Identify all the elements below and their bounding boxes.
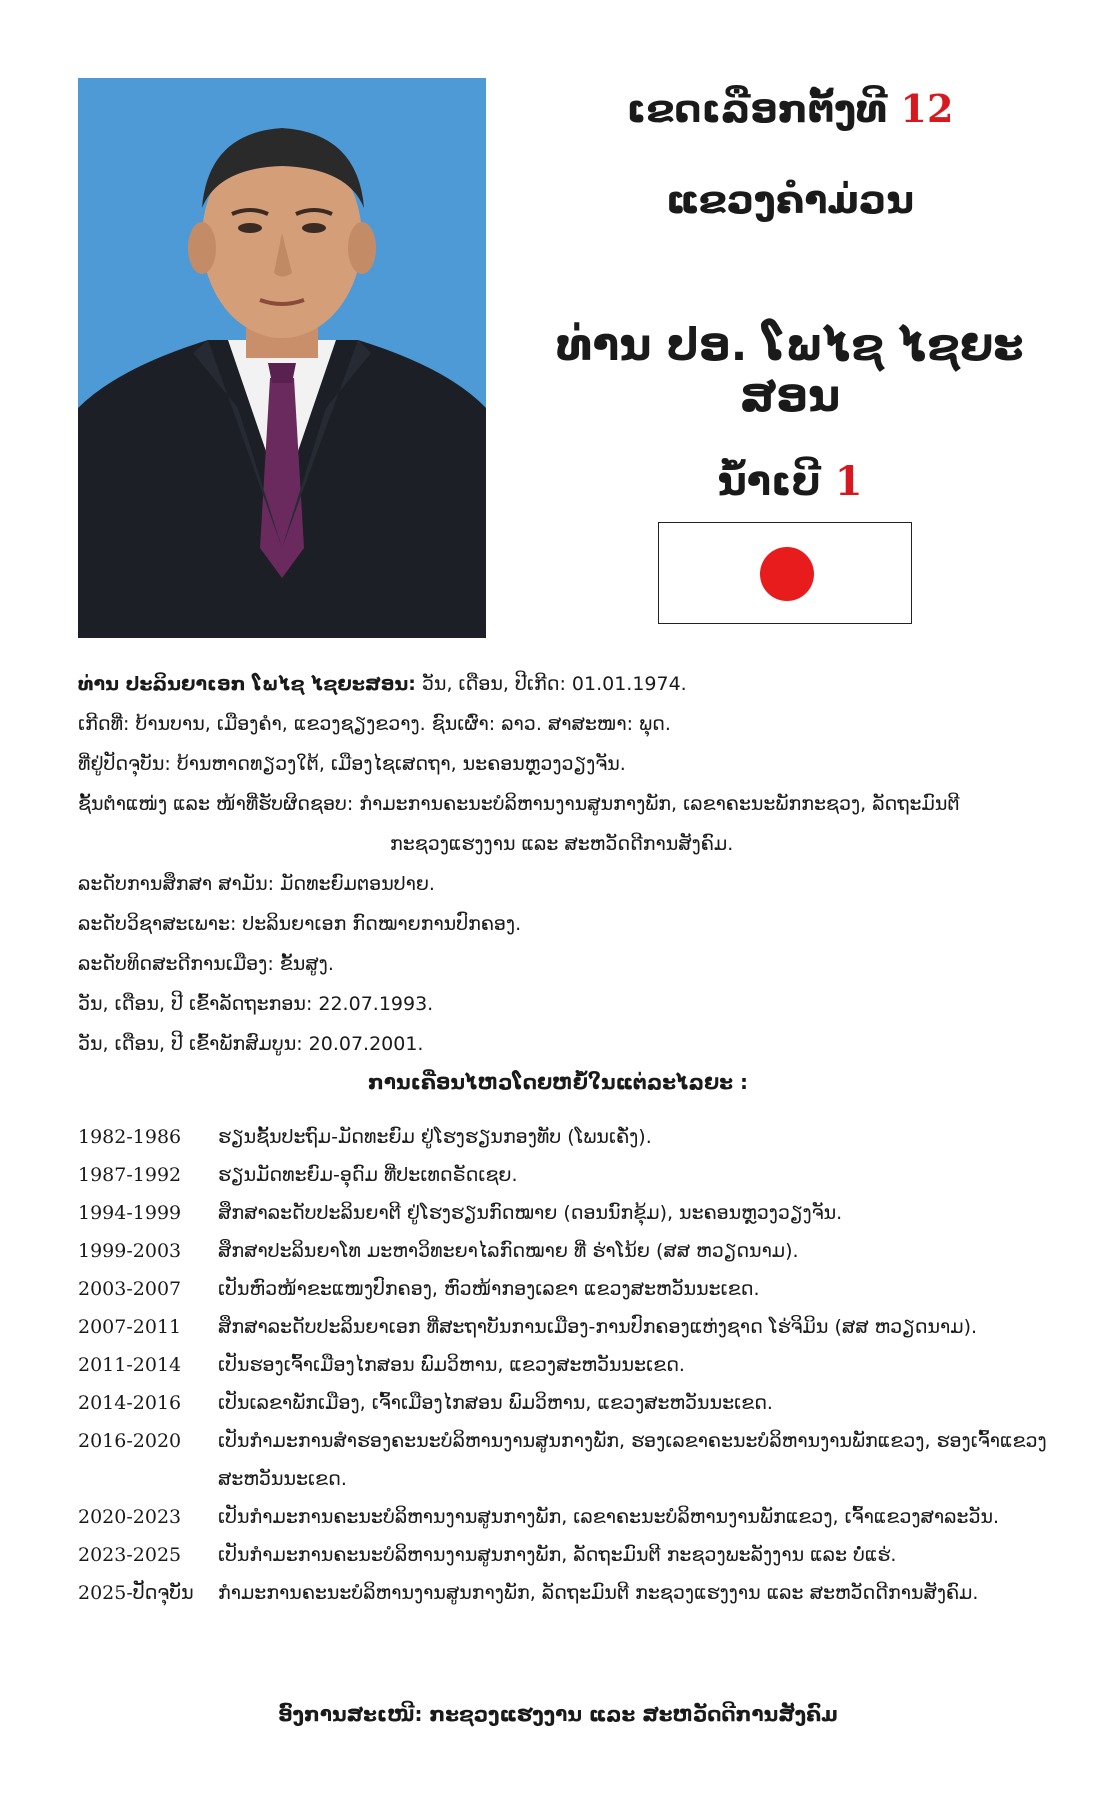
- bio-birth-date: ວັນ, ເດືອນ, ປີເກີດ: 01.01.1974.: [421, 673, 687, 695]
- timeline-text: ຮຽນມັດທະຍົມ-ອຸດົມ ທີ່ປະເທດຣັດເຊຍ.: [218, 1164, 518, 1186]
- timeline-text: ຮຽນຊັ້ນປະຖົມ-ມັດທະຍົມ ຢູ່ໂຮງຮຽນກອງທັບ (ໂພນເຄັ່ງ).: [218, 1126, 652, 1148]
- bio-current-address: ທີ່ຢູ່ປັດຈຸບັນ: ບ້ານຫາດທຽວງໃຕ້, ເມືອງໄຊເສດຖາ, ນະຄອນຫຼວງວຽງຈັນ.: [78, 753, 626, 775]
- constituency-number: 12: [900, 86, 954, 131]
- proposing-organization: ອົງການສະເໜີ: ກະຊວງແຮງງານ ແລະ ສະຫວັດດີການສັງຄົມ: [278, 1702, 838, 1726]
- career-section-title: ການເຄື່ອນໄຫວໂດຍຫຍໍ້ໃນແຕ່ລະໄລຍະ :: [367, 1070, 748, 1094]
- timeline-row: [78, 1422, 1058, 1498]
- bio-position-line2: ກະຊວງແຮງງານ ແລະ ສະຫວັດດີການສັງຄົມ.: [390, 833, 734, 855]
- bio-name-label: ທ່ານ ປະລິນຍາເອກ ໂພໄຊ ໄຊຍະສອນ:: [78, 673, 416, 695]
- constituency-label: ເຂດເລືອກຕັ້ງທີ: [626, 87, 888, 131]
- bio-position-line1: ຊັ້ນຕຳແໜ່ງ ແລະ ໜ້າທີ່ຮັບຜິດຊອບ: ກຳມະການຄະນະບໍລິຫານງານສູນກາງພັກ, ເລຂາຄະນະພັກກະຊວງ, ລັດຖະມົນຕີ: [78, 793, 960, 815]
- bio-political-theory: ລະດັບທິດສະດີການເມືອງ: ຂັ້ນສູງ.: [78, 953, 334, 975]
- timeline-years: 1982-1986: [78, 1126, 182, 1148]
- ballot-label: ນໍ້າເບີ: [717, 459, 821, 505]
- timeline-years: 2003-2007: [78, 1278, 182, 1300]
- bio-birthplace: ເກີດທີ່: ບ້ານບານ, ເມືອງຄຳ, ແຂວງຊຽງຂວາງ. ຊົນເຜົ່າ: ລາວ. ສາສະໜາ: ພຸດ.: [78, 713, 671, 735]
- timeline-years: 1987-1992: [78, 1164, 182, 1186]
- timeline-row: [78, 1536, 1058, 1574]
- constituency-heading: [520, 86, 1060, 131]
- ballot-number-heading: [520, 458, 1060, 505]
- timeline-row: [78, 1384, 1058, 1422]
- timeline-row: [78, 1270, 1058, 1308]
- timeline-text: ເປັນຮອງເຈົ້າເມືອງໄກສອນ ພົມວິຫານ, ແຂວງສະຫວັນນະເຂດ.: [218, 1354, 685, 1376]
- bio-specialized-education: ລະດັບວິຊາສະເພາະ: ປະລິນຍາເອກ ກົດໝາຍການປົກຄອງ.: [78, 913, 522, 935]
- bio-revolution-join: ວັນ, ເດືອນ, ປີ ເຂົ້າລັດຖະກອນ: 22.07.1993.: [78, 993, 434, 1015]
- bio-general-education: ລະດັບການສຶກສາ ສາມັນ: ມັດທະຍົມຕອນປາຍ.: [78, 873, 435, 895]
- province-heading: ແຂວງຄຳມ່ວນ: [665, 178, 915, 222]
- timeline-text: ເປັນກຳມະການສຳຮອງຄະນະບໍລິຫານງານສູນກາງພັກ, ຮອງເລຂາຄະນະບໍລິຫານງານພັກແຂວງ, ຮອງເຈົ້າແຂວງສະຫວັນນະເຂດ.: [218, 1430, 1047, 1490]
- bio-party-join: ວັນ, ເດືອນ, ປີ ເຂົ້າພັກສົມບູນ: 20.07.2001.: [78, 1033, 424, 1055]
- timeline-row: [78, 1118, 1058, 1156]
- timeline-row: [78, 1574, 1058, 1612]
- candidate-name: ທ່ານ ປອ. ໂພໄຊ ໄຊຍະສອນ: [556, 320, 1024, 422]
- career-timeline: [78, 1118, 1058, 1612]
- timeline-years: 1994-1999: [78, 1202, 182, 1224]
- timeline-row: [78, 1232, 1058, 1270]
- timeline-years: 2011-2014: [78, 1354, 182, 1376]
- timeline-years: 2025-ປັດຈຸບັນ: [78, 1582, 194, 1604]
- timeline-text: ສຶກສາລະດັບປະລິນຍາເອກ ທີ່ສະຖາບັນການເມືອງ-ການປົກຄອງແຫ່ງຊາດ ໂຮ່ຈິມິນ (ສສ ຫວຽດນາມ).: [218, 1316, 978, 1338]
- candidate-photo: [78, 78, 486, 638]
- biography: [78, 664, 1038, 1064]
- timeline-text: ກຳມະການຄະນະບໍລິຫານງານສູນກາງພັກ, ລັດຖະມົນຕີ ກະຊວງແຮງງານ ແລະ ສະຫວັດດີການສັງຄົມ.: [218, 1582, 979, 1604]
- timeline-text: ສຶກສາລະດັບປະລິນຍາຕີ ຢູ່ໂຮງຮຽນກົດໝາຍ (ດອນນົກຂຸ້ມ), ນະຄອນຫຼວງວຽງຈັນ.: [218, 1202, 843, 1224]
- timeline-years: 2014-2016: [78, 1392, 182, 1414]
- timeline-text: ເປັນເລຂາພັກເມືອງ, ເຈົ້າເມືອງໄກສອນ ພົມວິຫານ, ແຂວງສະຫວັນນະເຂດ.: [218, 1392, 773, 1414]
- timeline-text: ເປັນກຳມະການຄະນະບໍລິຫານງານສູນກາງພັກ, ເລຂາຄະນະບໍລິຫານງານພັກແຂວງ, ເຈົ້າແຂວງສາລະວັນ.: [218, 1506, 1000, 1528]
- timeline-text: ເປັນກຳມະການຄະນະບໍລິຫານງານສູນກາງພັກ, ລັດຖະມົນຕີ ກະຊວງພະລັງງານ ແລະ ບໍ່ແຮ່.: [218, 1544, 897, 1566]
- timeline-text: ເປັນຫົວໜ້າຂະແໜງປົກຄອງ, ຫົວໜ້າກອງເລຂາ ແຂວງສະຫວັນນະເຂດ.: [218, 1278, 760, 1300]
- timeline-years: 1999-2003: [78, 1240, 182, 1262]
- timeline-years: 2007-2011: [78, 1316, 182, 1338]
- timeline-years: 2020-2023: [78, 1506, 182, 1528]
- timeline-text: ສຶກສາປະລິນຍາໂທ ມະຫາວິທະຍາໄລກົດໝາຍ ທີ່ ຮ່າໂນ້ຍ (ສສ ຫວຽດນາມ).: [218, 1240, 799, 1262]
- ballot-number: 1: [834, 458, 863, 505]
- flag-disc: [760, 547, 814, 601]
- timeline-row: [78, 1346, 1058, 1384]
- timeline-row: [78, 1156, 1058, 1194]
- timeline-years: 2016-2020: [78, 1430, 182, 1452]
- japan-flag-icon: [658, 522, 912, 624]
- timeline-row: [78, 1194, 1058, 1232]
- timeline-row: [78, 1498, 1058, 1536]
- timeline-years: 2023-2025: [78, 1544, 182, 1566]
- timeline-row: [78, 1308, 1058, 1346]
- bio-name-row: [78, 664, 1038, 704]
